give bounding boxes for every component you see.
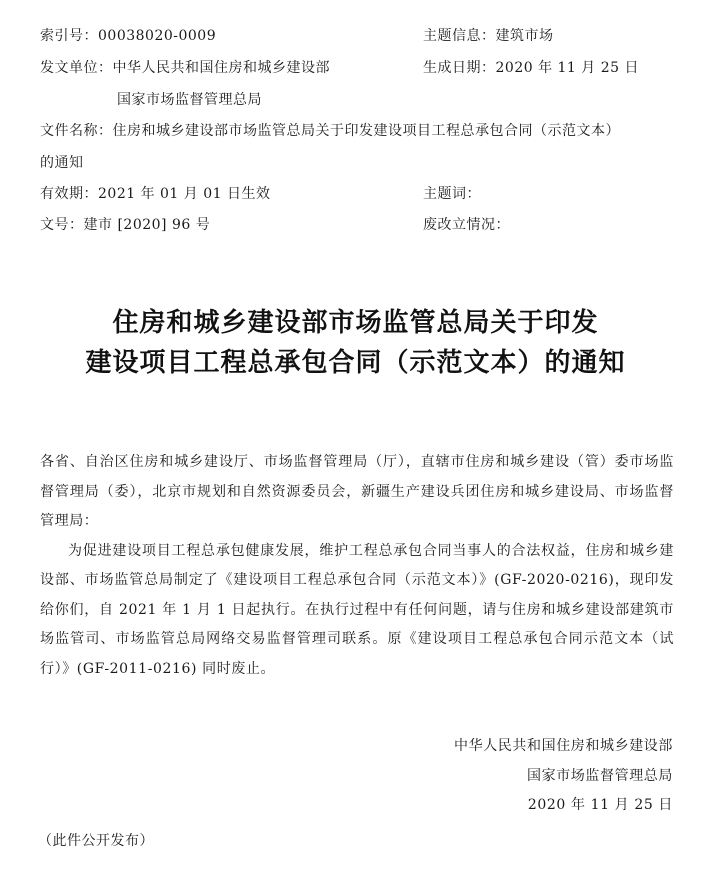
meta-topic	[423, 24, 554, 48]
docno-value: 建市 [2020] 96 号	[83, 217, 211, 233]
title-line2: 建设项目工程总承包合同（示范文本）的通知	[85, 348, 626, 378]
issuer-line1: 中华人民共和国住房和城乡建设部	[112, 60, 330, 76]
signature-org1: 中华人民共和国住房和城乡建设部	[454, 738, 673, 754]
index-label: 索引号：	[40, 28, 98, 44]
footer-note: （此件公开发布）	[38, 833, 154, 849]
date-label: 生成日期：	[423, 60, 496, 76]
title-line1: 住房和城乡建设部市场监管总局关于印发	[112, 308, 599, 338]
filename-label: 文件名称：	[40, 123, 113, 139]
issuer-line2: 国家市场监督管理总局	[117, 92, 262, 108]
meta-index	[40, 24, 691, 48]
status-label: 废改立情况：	[423, 217, 510, 233]
main-paragraph: 为促进建设项目工程总承包健康发展，维护工程总承包合同当事人的合法权益，住房和城乡建设部、市场监管总局制定了《建设项目工程总承包合同（示范文本）》(GF-2020-0216)，现印发给你们，自 2021 年 1 月 1 日起执行。在执行过程中有任何问题，请与住房和城乡建设部建筑市场监管司、市场监管总局网络交易监督管理司联系。原《建设项目工程总承包合同示范文本（试行）》(GF-2011-0216) 同时废止。	[40, 542, 674, 677]
meta-status	[423, 213, 510, 237]
publication-note	[38, 829, 691, 853]
topic-label: 主题信息：	[423, 28, 496, 44]
recipients: 各省、自治区住房和城乡建设厅、市场监督管理局（厅），直辖市住房和城乡建设（管）委市场监督管理局（委），北京市规划和自然资源委员会，新疆生产建设兵团住房和城乡建设局、市场监督管理局：	[40, 454, 674, 529]
filename-line1: 住房和城乡建设部市场监管总局关于印发建设项目工程总承包合同（示范文本）	[112, 123, 620, 139]
subject-label: 主题词：	[423, 186, 481, 202]
date-value: 2020 年 11 月 25 日	[495, 60, 640, 76]
meta-filename	[40, 119, 691, 143]
page-title	[0, 305, 711, 381]
meta-subject	[423, 182, 481, 206]
meta-date	[423, 56, 639, 80]
meta-filename-line2	[40, 151, 691, 175]
issuer-label: 发文单位：	[40, 60, 113, 76]
meta-validity	[40, 182, 691, 206]
validity-value: 2021 年 01 月 01 日生效	[98, 186, 271, 202]
validity-label: 有效期：	[40, 186, 98, 202]
topic-value: 建筑市场	[495, 28, 554, 44]
docno-label: 文号：	[40, 217, 84, 233]
meta-issuer-line2	[117, 88, 691, 112]
index-value: 00038020-0009	[98, 28, 217, 44]
filename-line2: 的通知	[40, 155, 84, 171]
signature-date: 2020 年 11 月 25 日	[527, 797, 673, 813]
signature-org2: 国家市场监督管理总局	[527, 767, 673, 784]
signature-block	[454, 732, 673, 821]
meta-docno	[40, 213, 691, 237]
document-body	[40, 448, 674, 684]
